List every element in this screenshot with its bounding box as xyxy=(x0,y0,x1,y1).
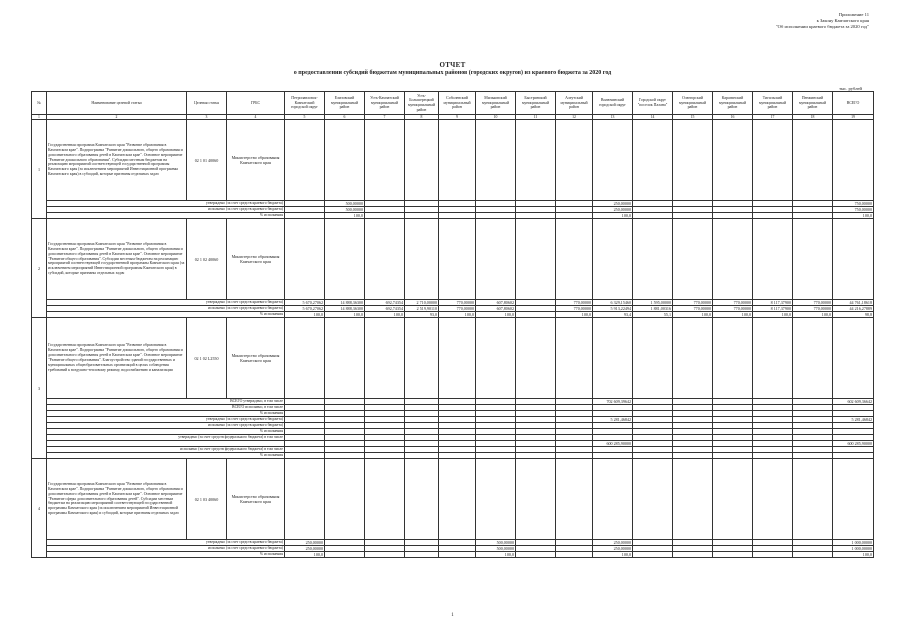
value-cell: 14 888,36300 xyxy=(325,300,365,306)
unit-label: тыс. рублей xyxy=(839,86,862,91)
section-row xyxy=(32,459,874,540)
empty-cell xyxy=(476,120,516,201)
value-cell: 93,0 xyxy=(405,312,439,318)
value-cell: 14 888,36300 xyxy=(325,306,365,312)
appendix-note xyxy=(639,12,869,31)
empty-cell xyxy=(673,219,713,300)
value-cell: 100,0 xyxy=(793,312,833,318)
row-label: утверждено (за счет средств краевого бюджета) xyxy=(47,300,285,306)
empty-cell xyxy=(365,120,405,201)
value-cell: 98,8 xyxy=(833,312,874,318)
empty-cell xyxy=(753,120,793,201)
value-cell: 100,0 xyxy=(285,552,325,558)
empty-cell xyxy=(793,120,833,201)
empty-cell xyxy=(713,219,753,300)
empty-cell xyxy=(673,120,713,201)
value-cell: 770,00000 xyxy=(673,300,713,306)
value-cell: 5 913,22494 xyxy=(593,306,633,312)
value-cell: 702 609,39642 xyxy=(593,399,633,405)
empty-cell xyxy=(633,459,673,540)
value-cell xyxy=(516,552,556,558)
value-cell: 2 710,00000 xyxy=(405,300,439,306)
empty-cell xyxy=(593,120,633,201)
value-cell: 100,0 xyxy=(325,312,365,318)
value-cell: 100,0 xyxy=(556,312,593,318)
column-index: 18 xyxy=(793,115,833,120)
page-number: 1 xyxy=(451,613,454,618)
empty-cell xyxy=(285,120,325,201)
value-cell: 250,00000 xyxy=(593,546,633,552)
column-header: ГРБС xyxy=(227,92,285,115)
column-index: 15 xyxy=(673,115,713,120)
section-row xyxy=(32,318,874,399)
value-cell: 770,00000 xyxy=(793,300,833,306)
empty-cell xyxy=(405,219,439,300)
row-label: % исполнения xyxy=(47,552,285,558)
value-cell: 770,00000 xyxy=(439,300,476,306)
empty-cell xyxy=(365,219,405,300)
empty-cell xyxy=(793,219,833,300)
value-cell: 5 670,27062 xyxy=(285,300,325,306)
value-cell: 1 881,00316 xyxy=(633,306,673,312)
value-cell: 100,0 xyxy=(476,312,516,318)
target-code: 02 1 03 40060 xyxy=(187,459,227,540)
empty-cell xyxy=(556,459,593,540)
value-cell: 2 519,90110 xyxy=(405,306,439,312)
empty-cell xyxy=(673,459,713,540)
title-subtitle: о предоставлении субсидий бюджетам муниципальных районов (городских округов) из краевого бюджета за 2020 год xyxy=(293,70,612,76)
value-cell: 692,74354 xyxy=(365,306,405,312)
value-cell: 500,00000 xyxy=(325,207,365,213)
grbs-name: Министерство образования Камчатского края xyxy=(227,318,285,399)
empty-cell xyxy=(516,459,556,540)
column-index: 7 xyxy=(365,115,405,120)
empty-cell xyxy=(556,120,593,201)
empty-cell xyxy=(476,219,516,300)
value-cell: 250,00000 xyxy=(285,540,325,546)
empty-cell xyxy=(833,318,874,399)
value-cell: 250,00000 xyxy=(593,540,633,546)
empty-cell xyxy=(516,219,556,300)
value-cell xyxy=(405,552,439,558)
row-label: утверждено (за счет средств федерального бюджета) в том числе xyxy=(47,435,285,441)
value-cell: 100,0 xyxy=(673,312,713,318)
row-label: ВСЕГО утверждено, в том числе xyxy=(47,399,285,405)
row-label: % исполнения xyxy=(47,213,285,219)
grbs-name: Министерство образования Камчатского края xyxy=(227,219,285,300)
column-header: ВСЕГО xyxy=(833,92,874,115)
value-cell: 750,00000 xyxy=(833,207,874,213)
value-cell: 692,74354 xyxy=(365,300,405,306)
value-cell xyxy=(793,552,833,558)
empty-cell xyxy=(365,318,405,399)
value-cell: 600 285,90000 xyxy=(833,441,874,447)
value-cell: 8 117,37900 xyxy=(753,306,793,312)
value-cell: 500,00000 xyxy=(476,546,516,552)
column-index: 12 xyxy=(556,115,593,120)
empty-cell xyxy=(405,318,439,399)
column-index: 6 xyxy=(325,115,365,120)
row-label: исполнено (за счет средств краевого бюджета) xyxy=(47,423,285,429)
appendix-line: Приложение 11 xyxy=(838,12,869,17)
value-cell: 500,00000 xyxy=(325,201,365,207)
column-index: 11 xyxy=(516,115,556,120)
value-cell: 1 000,00000 xyxy=(833,546,874,552)
column-header: Алеутский муниципальный район xyxy=(556,92,593,115)
program-name: Государственная программа Камчатского края "Развитие образования в Камчатском крае". Подпрограмма "Развитие дошкольного, общего образования и дополнительного образования детей в Камчатском крае". Основное мероприятие "Развитие дошкольного образования". Субсидии местным бюджетам на реализацию мероприятий соответствующей государственной программы Камчатского края (за исключением мероприятий Инвестиционной программы Камчатского края) в субсидий, которые признаны отдельных задач xyxy=(47,120,187,201)
empty-cell xyxy=(439,219,476,300)
empty-cell xyxy=(285,219,325,300)
empty-cell xyxy=(793,459,833,540)
empty-cell xyxy=(753,459,793,540)
column-header: № xyxy=(32,92,47,115)
value-cell: 500,00000 xyxy=(476,540,516,546)
row-number: 1 xyxy=(32,120,47,219)
empty-cell xyxy=(476,459,516,540)
column-index: 9 xyxy=(439,115,476,120)
value-cell: 44 216,27889 xyxy=(833,306,874,312)
target-code: 02 1 02 L2550 xyxy=(187,318,227,399)
target-code: 02 1 01 40060 xyxy=(187,120,227,201)
value-cell: 100,0 xyxy=(325,213,365,219)
value-cell: 770,00000 xyxy=(713,306,753,312)
column-header: Елизовский муниципальный район xyxy=(325,92,365,115)
value-cell: 100,0 xyxy=(593,552,633,558)
column-header: Наименование целевой статьи xyxy=(47,92,187,115)
appendix-line: "Об исполнении краевого бюджета за 2020 год" xyxy=(775,24,869,30)
empty-cell xyxy=(633,120,673,201)
column-index: 19 xyxy=(833,115,874,120)
value-cell: 44 761,18618 xyxy=(833,300,874,306)
row-label: утверждено (за счет средств краевого бюджета) xyxy=(47,540,285,546)
empty-cell xyxy=(713,120,753,201)
empty-cell xyxy=(753,318,793,399)
value-cell: 100,0 xyxy=(833,552,874,558)
column-index: 13 xyxy=(593,115,633,120)
value-cell: 100,0 xyxy=(593,213,633,219)
value-cell xyxy=(713,552,753,558)
value-cell xyxy=(365,552,405,558)
title-main: ОТЧЕТ xyxy=(439,61,466,69)
value-cell: 100,0 xyxy=(439,312,476,318)
column-header: Соболевский муниципальный район xyxy=(439,92,476,115)
value-cell: 8 117,37900 xyxy=(753,300,793,306)
column-index: 14 xyxy=(633,115,673,120)
program-name: Государственная программа Камчатского края "Развитие образования в Камчатском крае". Подпрограмма "Развитие дошкольного, общего образования и дополнительного образования детей в Камчатском крае". Основное мероприятие "Развитие сферы дополнительного образования детей". Субсидии местным бюджетам на реализацию мероприятий соответствующей государственной программы Камчатского края (за исключением мероприятий Инвестиционной программы Камчатского края) и субсидий, которые признаны отдельных задач xyxy=(47,459,187,540)
empty-cell xyxy=(793,318,833,399)
row-label: % исполнения xyxy=(47,312,285,318)
column-header: Быстринский муниципальный район xyxy=(516,92,556,115)
grbs-name: Министерство образования Камчатского края xyxy=(227,120,285,201)
empty-cell xyxy=(593,459,633,540)
value-cell: 5 281,46842 xyxy=(833,417,874,423)
empty-cell xyxy=(556,219,593,300)
empty-cell xyxy=(833,219,874,300)
section-row xyxy=(32,120,874,201)
value-cell: 770,00000 xyxy=(673,306,713,312)
empty-cell xyxy=(439,318,476,399)
value-cell: 1 595,00000 xyxy=(633,300,673,306)
row-label: % исполнения xyxy=(47,411,285,417)
value-cell: 5 670,27062 xyxy=(285,306,325,312)
column-header: Усть-Большерецкий муниципальный район xyxy=(405,92,439,115)
row-number: 2 xyxy=(32,219,47,318)
report-table xyxy=(31,91,874,558)
section-row xyxy=(32,219,874,300)
value-cell: 250,00000 xyxy=(593,207,633,213)
value-cell: 250,00000 xyxy=(285,546,325,552)
value-cell: 770,00000 xyxy=(556,306,593,312)
value-cell xyxy=(325,552,365,558)
column-index: 4 xyxy=(227,115,285,120)
value-cell: 6 329,15460 xyxy=(593,300,633,306)
column-index: 1 xyxy=(32,115,47,120)
value-cell xyxy=(556,552,593,558)
empty-cell xyxy=(633,318,673,399)
empty-cell xyxy=(405,459,439,540)
value-cell: 770,00000 xyxy=(713,300,753,306)
empty-cell xyxy=(713,318,753,399)
row-label: исполнено (за счет средств краевого бюджета) xyxy=(47,306,285,312)
empty-cell xyxy=(556,318,593,399)
value-cell: 93,4 xyxy=(593,312,633,318)
empty-cell xyxy=(285,318,325,399)
empty-cell xyxy=(633,219,673,300)
empty-cell xyxy=(285,459,325,540)
empty-cell xyxy=(516,120,556,201)
row-number: 3 xyxy=(32,318,47,459)
value-cell: 100,0 xyxy=(476,552,516,558)
program-name: Государственная программа Камчатского края "Развитие образования в Камчатском крае". Подпрограмма "Развитие дошкольного, общего образования и дополнительного образования детей в Камчатском крае". Основное мероприятие "Развитие общего образования". Субсидии местным бюджетам на реализацию мероприятий соответствующей государственной программы Камчатского края (за исключением мероприятий Инвестиционной программы Камчатского края) в субсидий, которые признаны отдельных задач xyxy=(47,219,187,300)
empty-cell xyxy=(516,318,556,399)
column-header: Вилючинский городской округ xyxy=(593,92,633,115)
value-cell: 602 609,36642 xyxy=(833,399,874,405)
row-label: % исполнения xyxy=(47,429,285,435)
value-cell: 607,80602 xyxy=(476,300,516,306)
empty-cell xyxy=(439,459,476,540)
value-cell xyxy=(753,552,793,558)
empty-cell xyxy=(673,318,713,399)
value-cell: 600 285,90000 xyxy=(593,441,633,447)
row-number: 4 xyxy=(32,459,47,558)
appendix-line: к Закону Камчатского края xyxy=(816,18,869,24)
column-index: 16 xyxy=(713,115,753,120)
value-cell xyxy=(673,552,713,558)
empty-cell xyxy=(325,120,365,201)
value-cell: 770,00000 xyxy=(556,300,593,306)
column-header: Целевая статья xyxy=(187,92,227,115)
report-title xyxy=(0,61,905,76)
row-label: утверждено (за счет средств краевого бюджета) xyxy=(47,417,285,423)
column-header: Усть-Камчатский муниципальный район xyxy=(365,92,405,115)
value-cell xyxy=(633,552,673,558)
empty-cell xyxy=(713,459,753,540)
table-row xyxy=(32,552,874,558)
value-cell: 250,00000 xyxy=(593,201,633,207)
empty-cell xyxy=(476,318,516,399)
column-index: 3 xyxy=(187,115,227,120)
column-header: Олюторский муниципальный район xyxy=(673,92,713,115)
empty-cell xyxy=(325,219,365,300)
column-index: 5 xyxy=(285,115,325,120)
grbs-name: Министерство образования Камчатского края xyxy=(227,459,285,540)
column-header: Пенжинский муниципальный район xyxy=(793,92,833,115)
empty-cell xyxy=(593,219,633,300)
column-header: Мильковский муниципальный район xyxy=(476,92,516,115)
row-label: исполнено (за счет средств краевого бюджета) xyxy=(47,546,285,552)
value-cell xyxy=(439,552,476,558)
value-cell: 607,80602 xyxy=(476,306,516,312)
column-header: Городской округ "поселок Палана" xyxy=(633,92,673,115)
program-name: Государственная программа Камчатского края "Развитие образования в Камчатском крае". Подпрограмма "Развитие дошкольного, общего образования и дополнительного образования детей в Камчатском крае". Основное мероприятие "Развитие общего образования". Благоустройство зданий государственных и муниципальных общеобразовательных организаций в целях соблюдения требований к воздушно-тепловому режиму, водоснабжению и канализации xyxy=(47,318,187,399)
value-cell: 100,0 xyxy=(833,213,874,219)
row-label: ВСЕГО исполнено, в том числе xyxy=(47,405,285,411)
empty-cell xyxy=(325,459,365,540)
value-cell: 770,00000 xyxy=(793,306,833,312)
column-index: 17 xyxy=(753,115,793,120)
target-code: 02 1 02 40060 xyxy=(187,219,227,300)
table-header xyxy=(32,92,874,120)
row-label: % исполнения xyxy=(47,453,285,459)
empty-cell xyxy=(593,318,633,399)
column-header: Петропавловск-Камчатский городской округ xyxy=(285,92,325,115)
column-index: 2 xyxy=(47,115,187,120)
empty-cell xyxy=(439,120,476,201)
empty-cell xyxy=(405,120,439,201)
value-cell: 5 281,46842 xyxy=(593,417,633,423)
value-cell: 100,0 xyxy=(753,312,793,318)
empty-cell xyxy=(365,459,405,540)
row-label: исполнено (за счет средств краевого бюджета) xyxy=(47,207,285,213)
value-cell: 100,0 xyxy=(713,312,753,318)
value-cell: 100,0 xyxy=(285,312,325,318)
column-index: 8 xyxy=(405,115,439,120)
row-label: утверждено (за счет средств краевого бюджета) xyxy=(47,201,285,207)
row-label: исполнено (за счет средств федерального бюджета) в том числе xyxy=(47,447,285,453)
value-cell: 100,0 xyxy=(365,312,405,318)
value-cell: 750,00000 xyxy=(833,201,874,207)
column-header: Карагинский муниципальный район xyxy=(713,92,753,115)
value-cell: 770,00000 xyxy=(439,306,476,312)
empty-cell xyxy=(753,219,793,300)
value-cell: 55,1 xyxy=(633,312,673,318)
empty-cell xyxy=(325,318,365,399)
empty-cell xyxy=(833,459,874,540)
column-header: Тигильский муниципальный район xyxy=(753,92,793,115)
empty-cell xyxy=(833,120,874,201)
value-cell: 1 000,00000 xyxy=(833,540,874,546)
column-index: 10 xyxy=(476,115,516,120)
